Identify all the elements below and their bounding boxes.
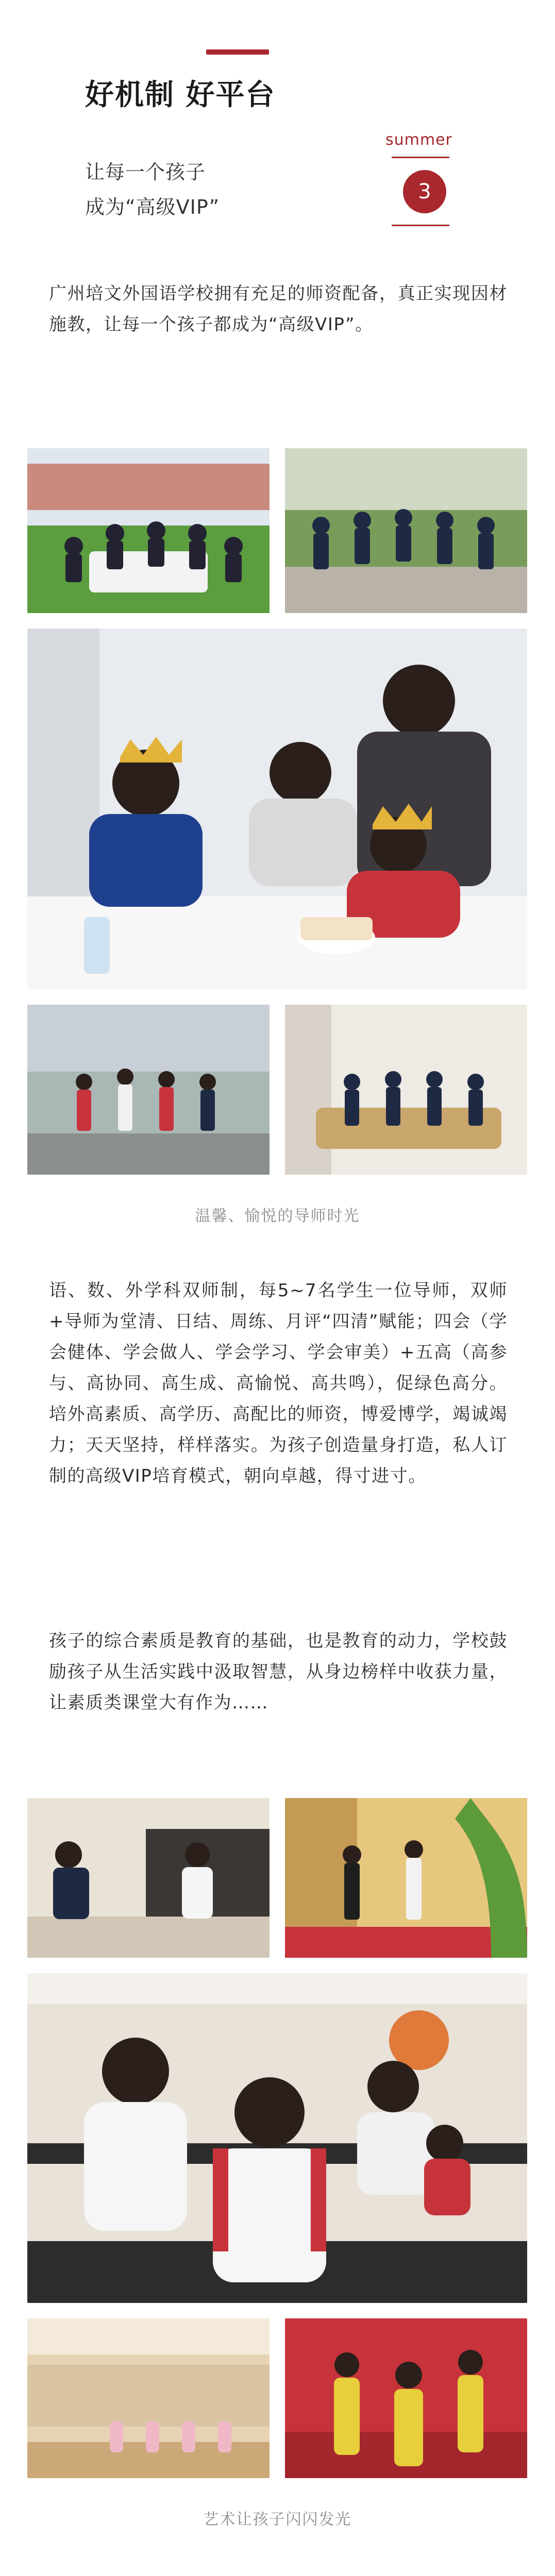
season-divider-bottom [392, 225, 449, 226]
photo-caption-1: 温馨、愉悦的导师时光 [195, 1207, 360, 1225]
photo-stage-performance [285, 1798, 527, 1958]
section-title: 好机制 好平台 [85, 78, 276, 112]
slogan [85, 155, 220, 225]
intro-paragraph: 广州培文外国语学校拥有充足的师资配备，真正实现因材施教，让每一个孩子都成为“高级VIP”。 [49, 283, 508, 335]
photo-martial-arts-performance [285, 2318, 527, 2478]
title-accent-bar [206, 49, 269, 55]
section-number-badge: 3 [403, 170, 446, 213]
quality-education-paragraph: 孩子的综合素质是教育的基础，也是教育的动力，学校鼓励孩子从生活实践中汲取智慧，从身边榜样中收获力量，让素质类课堂大有作为…… [49, 1631, 508, 1713]
photo-caption-2: 艺术让孩子闪闪发光 [203, 2511, 352, 2529]
photo-students-on-sofa [285, 1005, 527, 1175]
slogan-line-2: 成为“高级VIP” [85, 196, 220, 218]
photo-students-campus-walk [27, 1005, 270, 1175]
photo-teacher-birthday-celebration [27, 629, 527, 989]
photo-piano-lesson [27, 1798, 270, 1958]
photo-students-group-outdoor [27, 448, 270, 613]
tutor-system-paragraph: 语、数、外学科双师制，每5~7名学生一位导师，双师+导师为堂清、日结、周练、月评“四清”赋能；四会（学会健体、学会做人、学会学习、学会审美）+五高（高参与、高协同、高生成、高愉悦、高共鸣），促绿色高分。培外高素质、高学历、高配比的师资，博爱博学，竭诚竭力；天天坚持，样样落实。为孩子创造量身打造，私人订制的高级VIP培育模式，朝向卓越，得寸进寸。 [49, 1280, 508, 1486]
season-divider-top [392, 157, 449, 158]
season-label: summer [385, 131, 452, 149]
photo-dance-room [27, 2318, 270, 2478]
slogan-line-1: 让每一个孩子 [85, 161, 206, 183]
photo-classroom-teacher-student [27, 1973, 527, 2303]
photo-students-on-steps [285, 448, 527, 613]
